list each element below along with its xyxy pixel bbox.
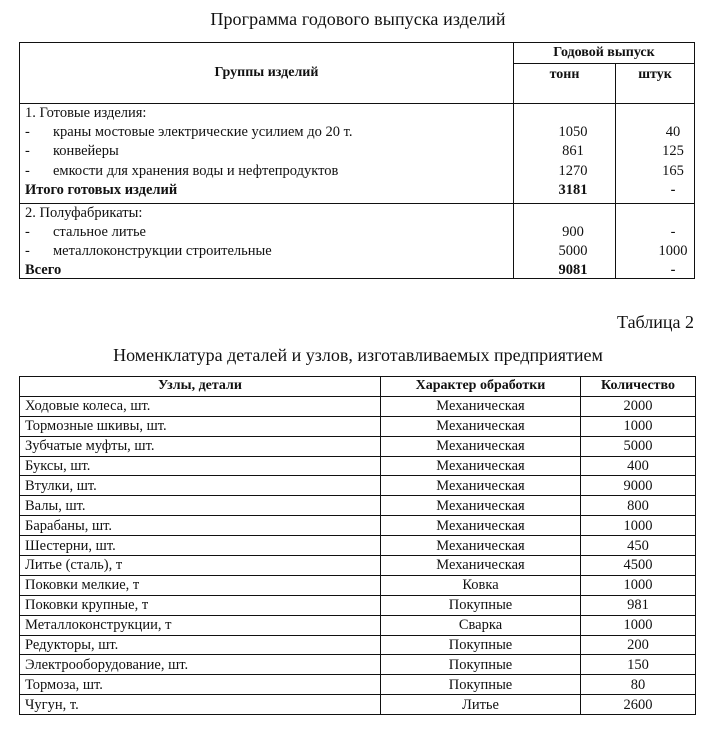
table1-row — [20, 204, 694, 223]
table2-cell-processing: Механическая — [381, 476, 581, 496]
table-row — [20, 396, 696, 416]
table1-row-tons: 861 — [562, 143, 584, 159]
table2-cell-part: Валы, шт. — [20, 496, 381, 516]
table1-row-tons: 5000 — [558, 243, 588, 259]
table2-cell-processing: Механическая — [381, 496, 581, 516]
table2-title: Номенклатура деталей и узлов, изготавливаемых предприятием — [113, 345, 603, 365]
table1-row — [20, 261, 694, 280]
table2-cell-part: Поковки крупные, т — [20, 595, 381, 615]
table1-row-pieces: - — [670, 182, 676, 198]
nomenclature-table — [19, 376, 696, 715]
table1-row-tons: 9081 — [558, 262, 588, 278]
table2-cell-processing: Механическая — [381, 436, 581, 456]
table-row — [20, 655, 696, 675]
table-row — [20, 416, 696, 436]
table1-row-tons: 1050 — [558, 124, 588, 140]
table-row — [20, 456, 696, 476]
table-row — [20, 556, 696, 576]
table1-row-pieces: 1000 — [658, 243, 688, 259]
list-dash: - — [25, 224, 30, 240]
table2-cell-part: Зубчатые муфты, шт. — [20, 436, 381, 456]
table2-cell-part: Буксы, шт. — [20, 456, 381, 476]
table2-cell-processing: Ковка — [381, 575, 581, 595]
table2-cell-part: Тормоза, шт. — [20, 675, 381, 695]
table2-cell-quantity: 1000 — [581, 416, 696, 436]
table1-row-label: Итого готовых изделий — [25, 182, 178, 198]
table1-row-tons: 3181 — [558, 182, 588, 198]
table-row — [20, 695, 696, 715]
table2-header-quantity: Количество — [581, 377, 696, 397]
table-row — [20, 476, 696, 496]
table1-row — [20, 142, 694, 161]
table1-row-tons: 1270 — [558, 163, 588, 179]
table1-row-name — [25, 242, 272, 261]
table2-cell-quantity: 450 — [581, 536, 696, 556]
table2-cell-part: Чугун, т. — [20, 695, 381, 715]
table1-row-pieces: - — [670, 262, 676, 278]
table1-row — [20, 162, 694, 181]
table2-cell-quantity: 5000 — [581, 436, 696, 456]
table2-cell-part: Втулки, шт. — [20, 476, 381, 496]
table2-cell-part: Электрооборудование, шт. — [20, 655, 381, 675]
table1-row-label: краны мостовые электрические усилием до 20 т. — [53, 124, 353, 140]
table1-row-label: металлоконструкции строительные — [53, 243, 272, 259]
table2-cell-quantity: 150 — [581, 655, 696, 675]
table2-cell-quantity: 2600 — [581, 695, 696, 715]
table-row — [20, 536, 696, 556]
table2-cell-processing: Механическая — [381, 556, 581, 576]
table2-cell-quantity: 80 — [581, 675, 696, 695]
table2-cell-processing: Покупные — [381, 655, 581, 675]
table1-title: Программа годового выпуска изделий — [210, 9, 506, 29]
table1-row-name — [25, 204, 142, 223]
table2-cell-part: Тормозные шкивы, шт. — [20, 416, 381, 436]
table1-header-tons: тонн — [549, 67, 580, 82]
table2-cell-quantity: 1000 — [581, 615, 696, 635]
table1-row-name — [25, 162, 338, 181]
table1-row-label: емкости для хранения воды и нефтепродуктов — [53, 163, 339, 179]
table1-row — [20, 242, 694, 261]
table-row — [20, 575, 696, 595]
table1-row — [20, 223, 694, 242]
table2-cell-quantity: 2000 — [581, 396, 696, 416]
table1-header-annual-output: Годовой выпуск — [553, 45, 655, 60]
table2-cell-part: Ходовые колеса, шт. — [20, 396, 381, 416]
table1-row-label: Всего — [25, 262, 62, 278]
table2-cell-quantity: 9000 — [581, 476, 696, 496]
table2-cell-processing: Сварка — [381, 615, 581, 635]
table2-header-parts: Узлы, детали — [20, 377, 381, 397]
table1-row — [20, 104, 694, 123]
table2-cell-processing: Механическая — [381, 516, 581, 536]
table2-header-row — [20, 377, 696, 397]
list-dash: - — [25, 243, 30, 259]
table2-cell-quantity: 1000 — [581, 575, 696, 595]
annual-output-table — [19, 42, 695, 279]
table1-row-pieces: 125 — [662, 143, 684, 159]
table1-row-label: 1. Готовые изделия: — [25, 105, 147, 121]
table2-cell-processing: Литье — [381, 695, 581, 715]
table-row — [20, 516, 696, 536]
list-dash: - — [25, 163, 30, 179]
table1-row-pieces: 40 — [665, 124, 681, 140]
table1-subheader-divider — [513, 63, 694, 64]
table-row — [20, 496, 696, 516]
table1-row-name — [25, 261, 61, 280]
table1-row-name — [25, 223, 146, 242]
table2-cell-processing: Покупные — [381, 675, 581, 695]
table2-cell-processing: Механическая — [381, 416, 581, 436]
table-row — [20, 615, 696, 635]
table-row — [20, 635, 696, 655]
table1-row-name — [25, 142, 119, 161]
table2-cell-quantity: 200 — [581, 635, 696, 655]
table1-row-tons: 900 — [562, 224, 584, 240]
table2-cell-part: Поковки мелкие, т — [20, 575, 381, 595]
table1-row — [20, 123, 694, 142]
table1-row-label: 2. Полуфабрикаты: — [25, 205, 143, 221]
table2-cell-part: Шестерни, шт. — [20, 536, 381, 556]
table1-row-pieces: 165 — [662, 163, 684, 179]
table2-cell-part: Металлоконструкции, т — [20, 615, 381, 635]
table2-cell-processing: Механическая — [381, 456, 581, 476]
table1-row-pieces: - — [670, 224, 676, 240]
table2-body — [20, 396, 696, 714]
table1-row — [20, 181, 694, 200]
table2-cell-processing: Механическая — [381, 396, 581, 416]
table2-cell-part: Барабаны, шт. — [20, 516, 381, 536]
table2-cell-part: Литье (сталь), т — [20, 556, 381, 576]
table1-header-groups: Группы изделий — [214, 65, 319, 80]
table2-cell-quantity: 800 — [581, 496, 696, 516]
table2-cell-processing: Покупные — [381, 595, 581, 615]
table1-header-pieces: штук — [638, 67, 672, 82]
table-row — [20, 436, 696, 456]
table2-cell-quantity: 1000 — [581, 516, 696, 536]
table2-cell-part: Редукторы, шт. — [20, 635, 381, 655]
table2-caption: Таблица 2 — [617, 312, 694, 332]
table1-row-label: стальное литье — [53, 224, 146, 240]
table2-cell-quantity: 4500 — [581, 556, 696, 576]
table-row — [20, 595, 696, 615]
table-row — [20, 675, 696, 695]
list-dash: - — [25, 143, 30, 159]
table1-row-name — [25, 181, 177, 200]
table2-header-processing: Характер обработки — [381, 377, 581, 397]
table2-cell-quantity: 400 — [581, 456, 696, 476]
table2-cell-quantity: 981 — [581, 595, 696, 615]
table1-row-name — [25, 104, 146, 123]
table1-row-name — [25, 123, 352, 142]
table2-cell-processing: Механическая — [381, 536, 581, 556]
list-dash: - — [25, 124, 30, 140]
table1-row-label: конвейеры — [53, 143, 119, 159]
table2-cell-processing: Покупные — [381, 635, 581, 655]
